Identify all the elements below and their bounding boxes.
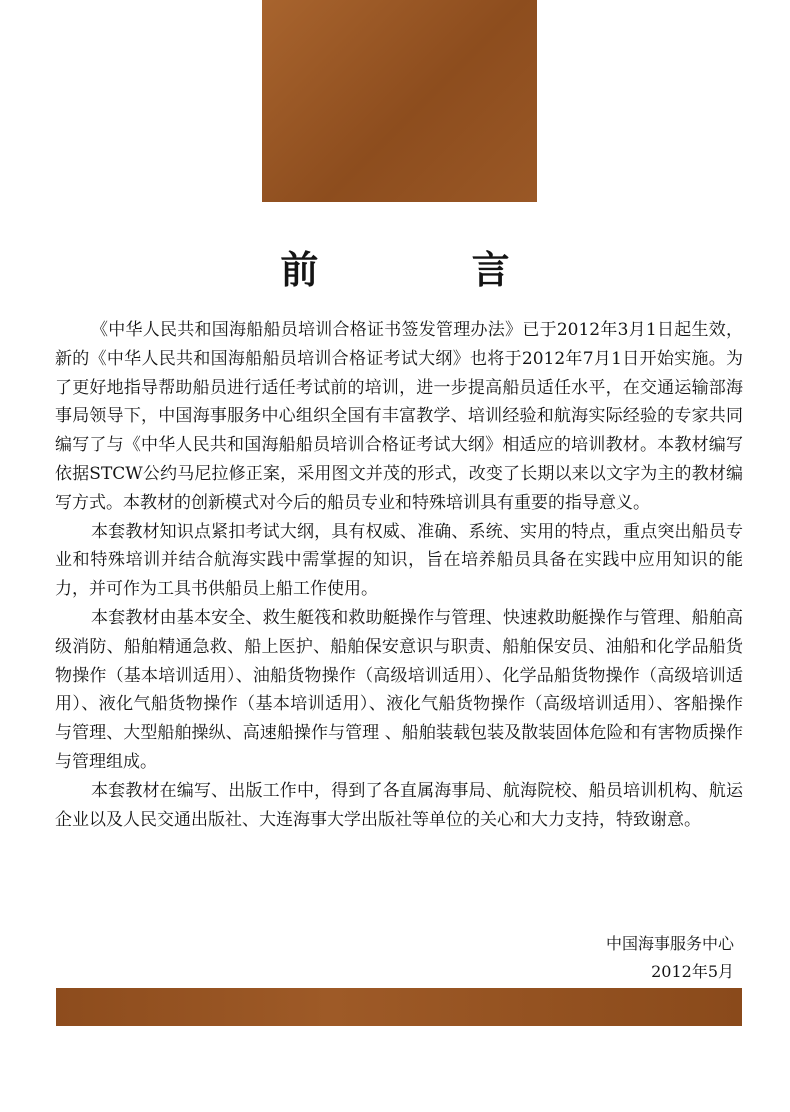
signature-block — [606, 930, 734, 986]
paragraph-4: 本套教材在编写、出版工作中，得到了各直属海事局、航海院校、船员培训机构、航运企业以及人民交通出版社、大连海事大学出版社等单位的关心和大力支持，特致谢意。 — [55, 780, 743, 830]
preface-body — [55, 316, 743, 834]
signature-org: 中国海事服务中心 — [605, 934, 734, 953]
page-title: 前 言 — [280, 248, 580, 293]
bottom-decorative-band — [56, 988, 742, 1026]
paragraph-2: 本套教材知识点紧扣考试大纲，具有权威、准确、系统、实用的特点，重点突出船员专业和特殊培训并结合航海实践中需掌握的知识，旨在培养船员具备在实践中应用知识的能力，并可作为工具书供船员上船工作使用。 — [55, 521, 743, 600]
paragraph-1: 《中华人民共和国海船船员培训合格证书签发管理办法》已于2012年3月1日起生效，新的《中华人民共和国海船船员培训合格证考试大纲》也将于2012年7月1日开始实施。为了更好地指导帮助船员进行适任考试前的培训，进一步提高船员适任水平，在交通运输部海事局领导下，中国海事服务中心组织全国有丰富教学、培训经验和航海实际经验的专家共同编写了与《中华人民共和国海船船员培训合格证考试大纲》相适应的培训教材。本教材编写依据STCW公约马尼拉修正案，采用图文并茂的形式，改变了长期以来以文字为主的教材编写方式。本教材的创新模式对今后的船员专业和特殊培训具有重要的指导意义。 — [55, 320, 743, 513]
paragraph-3: 本套教材由基本安全、救生艇筏和救助艇操作与管理、快速救助艇操作与管理、船舶高级消防、船舶精通急救、船上医护、船舶保安意识与职责、船舶保安员、油船和化学品船货物操作（基本培训适用）、油船货物操作（高级培训适用）、化学品船货物操作（高级培训适用）、液化气船货物操作（基本培训适用）、液化气船货物操作（高级培训适用）、客船操作与管理、大型船舶操纵、高速船操作与管理 、船舶装载包装及散装固体危险和有害物质操作与管理组成。 — [55, 607, 743, 772]
top-decorative-band — [262, 0, 537, 202]
signature-date: 2012年5月 — [651, 962, 734, 981]
